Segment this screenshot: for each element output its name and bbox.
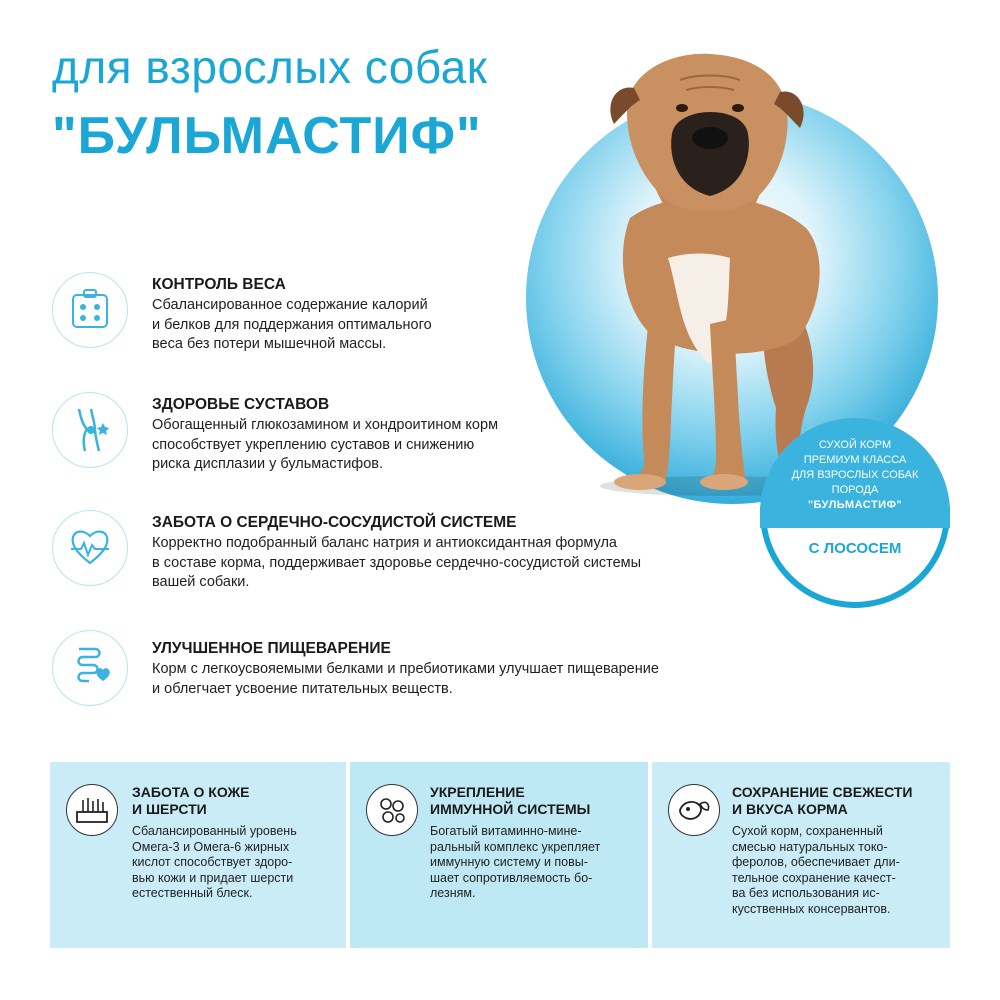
badge-line4: ПОРОДА — [831, 484, 879, 496]
panel-title — [132, 784, 250, 818]
feature-line: Сбалансированное содержание калорий — [152, 297, 428, 313]
heart-pulse-icon — [52, 510, 128, 586]
badge-breed: "БУЛЬМАСТИФ" — [807, 499, 903, 511]
feature-title: ЗДОРОВЬЕ СУСТАВОВ — [152, 396, 330, 413]
badge-flavor: С ЛОСОСЕМ — [808, 540, 902, 557]
panel-line: смесью натуральных токо- — [732, 839, 888, 854]
panel-title-line: УКРЕПЛЕНИЕ — [430, 784, 525, 800]
panel-line: феролов, обеспечивает дли- — [732, 855, 900, 869]
feature-line: и белков для поддержания оптимального — [152, 316, 432, 333]
feature-title: КОНТРОЛЬ ВЕСА — [152, 276, 286, 293]
title-breed: "БУЛЬМАСТИФ" — [52, 107, 482, 165]
panel-text — [132, 824, 297, 902]
feature-line: Корректно подобранный баланс натрия и антиоксидантная формула — [152, 535, 617, 551]
skin-hair-icon — [66, 784, 118, 836]
panel-line: вью кожи и придает шерсти — [132, 870, 294, 885]
feature-digestion — [152, 640, 752, 699]
panel-line: Омега-3 и Омега-6 жирных — [132, 839, 290, 854]
panel-title-line: И ВКУСА КОРМА — [732, 801, 848, 817]
panel-title-line: ИММУННОЙ СИСТЕМЫ — [430, 801, 591, 817]
feature-title: УЛУЧШЕННОЕ ПИЩЕВАРЕНИЕ — [152, 640, 391, 657]
panel-line: ральный комплекс укрепляет — [430, 839, 601, 854]
fresh-food-icon — [668, 784, 720, 836]
feature-title: ЗАБОТА О СЕРДЕЧНО-СОСУДИСТОЙ СИСТЕМЕ — [152, 514, 517, 531]
panel-line: естественный блеск. — [132, 886, 253, 900]
panel-line: ва без использования ис- — [732, 886, 880, 900]
feature-joints — [152, 396, 752, 475]
panel-title-line: И ШЕРСТИ — [132, 801, 207, 817]
panel-line: тельное сохранение качест- — [732, 870, 896, 885]
scale-paws-icon — [52, 272, 128, 348]
vitamins-icon — [366, 784, 418, 836]
panel-line: шает сопротивляемость бо- — [430, 870, 593, 885]
title-subtitle: для взрослых собак — [52, 41, 488, 93]
feature-line: и облегчает усвоение питательных веществ. — [152, 680, 453, 697]
panel-line: иммунную систему и повы- — [430, 855, 588, 869]
panel-title-line: СОХРАНЕНИЕ СВЕЖЕСТИ — [732, 784, 913, 800]
badge-line1: СУХОЙ КОРМ — [818, 439, 892, 451]
panel-title-line: ЗАБОТА О КОЖЕ — [132, 784, 250, 800]
feature-heart — [152, 514, 752, 593]
badge-line3: ДЛЯ ВЗРОСЛЫХ СОБАК — [791, 469, 919, 481]
feature-line: Корм с легкоусвояемыми белками и пребиотиками улучшает пищеварение — [152, 661, 659, 677]
feature-text — [152, 660, 752, 699]
panel-line: Богатый витаминно-мине- — [430, 824, 582, 838]
feature-text — [152, 416, 752, 475]
feature-line: веса без потери мышечной массы. — [152, 336, 387, 352]
panel-line: кислот способствует здоро- — [132, 855, 293, 869]
panel-text — [732, 824, 900, 917]
panel-line: кусственных консервантов. — [732, 901, 891, 916]
feature-line: способствует укреплению суставов и снижению — [152, 436, 475, 453]
intestine-heart-icon — [52, 630, 128, 706]
panel-line: Сбалансированный уровень — [132, 824, 297, 838]
feature-text — [152, 534, 752, 593]
panel-line: Сухой корм, сохраненный — [732, 824, 883, 838]
feature-line: Обогащенный глюкозамином и хондроитином корм — [152, 417, 499, 433]
product-badge-text — [772, 438, 938, 513]
panel-text — [430, 824, 600, 902]
feature-line: риска дисплазии у бульмастифов. — [152, 456, 384, 472]
panel-title — [732, 784, 912, 818]
panel-title — [430, 784, 590, 818]
panel-line: лезням. — [430, 886, 476, 900]
feature-line: в составе корма, поддерживает здоровье сердечно-сосудистой системы — [152, 554, 642, 571]
feature-line: вашей собаки. — [152, 574, 250, 590]
feature-text — [152, 296, 752, 355]
feature-weight — [152, 276, 752, 355]
badge-line2: ПРЕМИУМ КЛАССА — [803, 454, 907, 466]
knee-joint-icon — [52, 392, 128, 468]
